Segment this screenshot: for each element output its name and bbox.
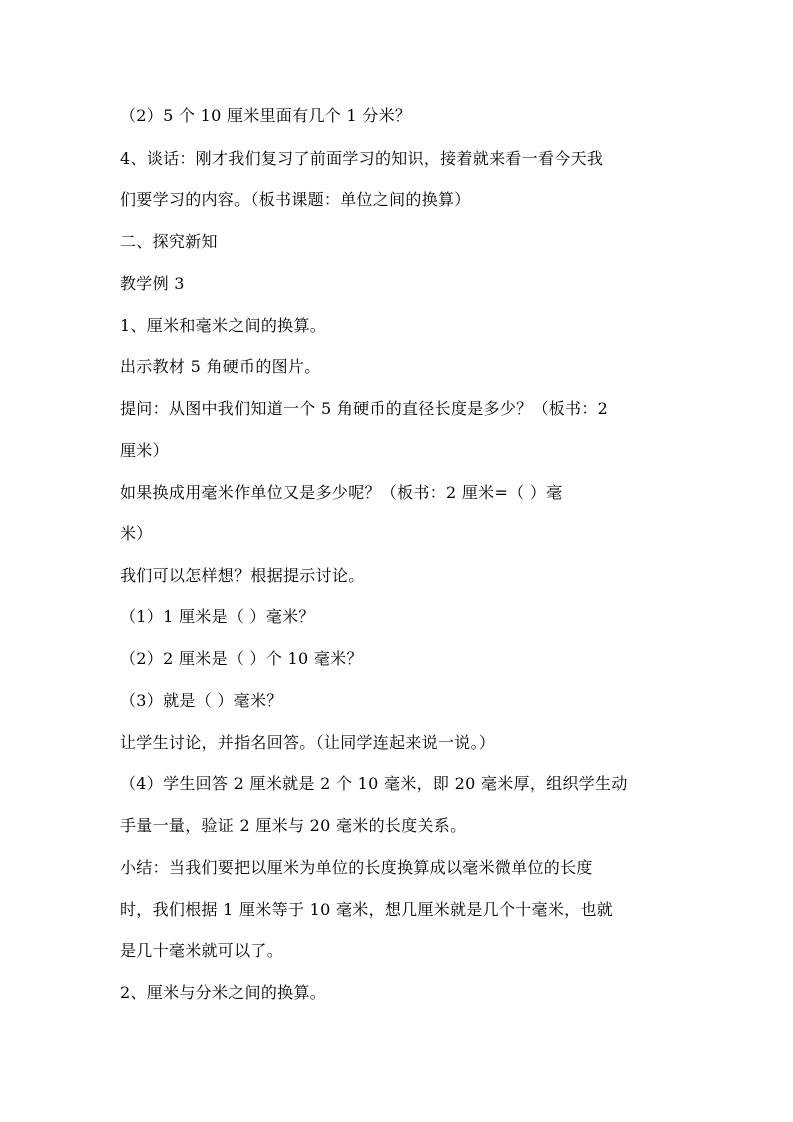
text-line: 让学生讨论，并指名回答。（让同学连起来说一说。） xyxy=(120,733,496,752)
text-line: 提问：从图中我们知道一个 5 角硬币的直径长度是多少？（板书：2 xyxy=(120,399,609,418)
text-line: 米） xyxy=(120,524,153,543)
text-line: 出示教材 5 角硬币的图片。 xyxy=(120,357,321,376)
text-line: 厘米） xyxy=(120,441,169,460)
summary-line: 是几十毫米就可以了。 xyxy=(120,941,284,960)
example-heading: 教学例 3 xyxy=(120,274,185,293)
text-line: 4、谈话：刚才我们复习了前面学习的知识，接着就来看一看今天我 xyxy=(120,149,604,168)
subsection-heading: 1、厘米和毫米之间的换算。 xyxy=(120,316,327,335)
text-line: （2）5 个 10 厘米里面有几个 1 分米？ xyxy=(120,106,412,125)
text-line: 我们可以怎样想？根据提示讨论。 xyxy=(120,566,365,585)
text-line: （2）2 厘米是（ ）个 10 毫米？ xyxy=(120,649,363,668)
text-line: （4）学生回答 2 厘米就是 2 个 10 毫米，即 20 毫米厚，组织学生动 xyxy=(120,774,628,793)
summary-line: 时，我们根据 1 厘米等于 10 毫米，想几厘米就是几个十毫米，也就 xyxy=(120,900,614,919)
subsection-heading: 2、厘米与分米之间的换算。 xyxy=(120,983,327,1002)
section-heading: 二、探究新知 xyxy=(120,232,218,251)
text-line: 如果换成用毫米作单位又是多少呢？（板书：2 厘米=（ ）毫 xyxy=(120,483,563,502)
text-line: （3）就是（ ）毫米？ xyxy=(120,691,283,710)
summary-line: 小结：当我们要把以厘米为单位的长度换算成以毫米微单位的长度 xyxy=(120,858,593,877)
text-line: 手量一量，验证 2 厘米与 20 毫米的长度关系。 xyxy=(120,816,467,835)
text-line: （1）1 厘米是（ ）毫米？ xyxy=(120,607,315,626)
text-line: 们要学习的内容。（板书课题：单位之间的换算） xyxy=(120,190,471,209)
